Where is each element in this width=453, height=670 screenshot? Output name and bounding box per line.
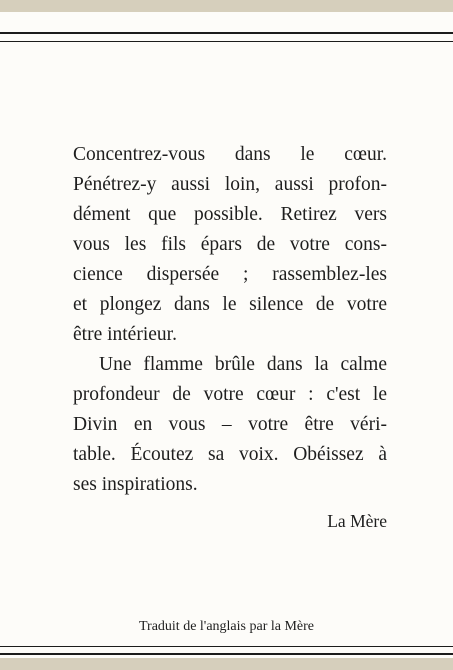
text-line: Une flamme brûle dans la calme <box>99 354 387 375</box>
quote-text <box>73 140 387 500</box>
bottom-rule-thin <box>0 646 453 647</box>
text-line: Pénétrez-y aussi loin, aussi profon- <box>73 174 387 195</box>
author-signature: La Mère <box>327 511 387 531</box>
text-line: cience dispersée ; rassemblez-les <box>73 264 387 285</box>
translation-note: Traduit de l'anglais par la Mère <box>138 619 314 634</box>
text-line: ses inspirations. <box>73 474 198 495</box>
text-line: vous les fils épars de votre cons- <box>73 234 387 255</box>
bottom-rule-thick <box>0 653 453 655</box>
top-rule-thin <box>0 41 453 42</box>
text-line: Concentrez-vous dans le cœur. <box>73 144 387 165</box>
top-rule-thick <box>0 32 453 34</box>
text-line: être intérieur. <box>73 324 177 345</box>
text-line: table. Écoutez sa voix. Obéissez à <box>73 444 387 465</box>
text-line: profondeur de votre cœur : c'est le <box>73 384 387 405</box>
text-line: dément que possible. Retirez vers <box>73 204 387 225</box>
text-line: et plongez dans le silence de votre <box>73 294 387 315</box>
text-line: Divin en vous – votre être véri- <box>73 414 387 435</box>
page <box>0 12 453 658</box>
